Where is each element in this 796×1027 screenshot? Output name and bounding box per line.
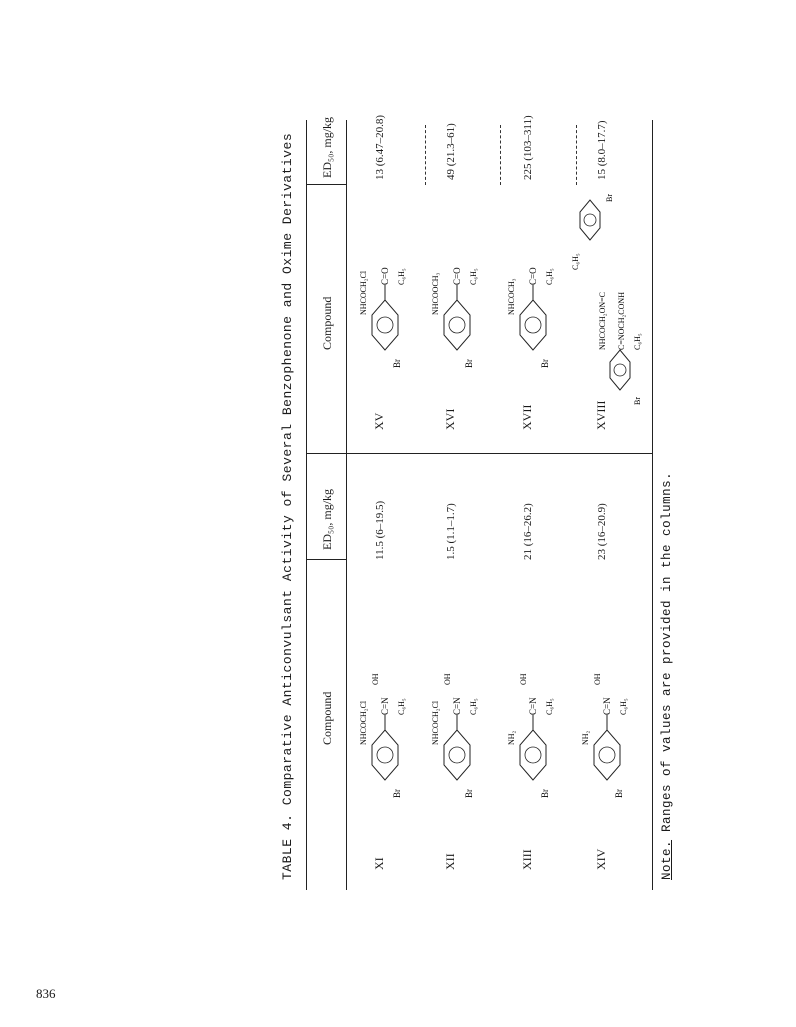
group-label: C=O [528,267,538,285]
structure-xviii [560,185,650,410]
header-compound-right: Compound [320,296,334,350]
center-divider [306,453,652,454]
row-separator [425,125,426,185]
ed50-xvii: 225 (103–311) [522,115,534,180]
group-label: C=O [380,267,390,285]
substituent-label: NHCOCH₂Cl [359,270,368,315]
ed50-xv: 13 (6.47–20.8) [374,114,386,180]
row-id-xiii: XIII [520,849,534,870]
phenyl-label: C₆H₅ [545,698,554,715]
note-text: Ranges of values are provided in the columns. [660,471,674,840]
br-label: Br [392,789,402,798]
structure-xvi [422,190,492,390]
br-label: Br [540,359,550,368]
br-label: Br [464,789,474,798]
ed50-xvi: 49 (21.3–61) [445,123,457,180]
phenyl-label: C₆H₅ [545,268,554,285]
row-id-xvii: XVII [520,404,534,430]
bottom-rule [652,120,653,890]
header-rule [346,120,347,890]
header-ed50-left: ED₅₀, mg/kg [320,488,334,550]
oh-label: OH [443,673,452,685]
group-label: C=N [452,697,462,715]
oh-label: OH [593,673,602,685]
table-note [660,472,674,880]
phenyl-label: C₆H₅ [619,698,628,715]
header-compound-left: Compound [320,691,334,745]
linker-label: NHCOCH₂ON=C [598,292,607,350]
phenyl-label: C₆H₅ [469,698,478,715]
substituent-label: NH₂ [507,730,516,745]
structure-xv [350,190,420,390]
header-ed50-right: ED₅₀, mg/kg [320,116,334,178]
br-label: Br [633,397,642,405]
linker-label: C=NOCH₂CONH [617,292,626,350]
row-id-xii: XII [443,853,457,870]
br-label: Br [392,359,402,368]
top-rule [306,120,307,890]
br-label: Br [464,359,474,368]
phenyl-label: C₆H₅ [469,268,478,285]
group-label: C=O [452,267,462,285]
table-caption: TABLE 4. Comparative Anticonvulsant Activity of Several Benzophenone and Oxime Derivatives [280,132,295,880]
row-id-xvi: XVI [443,408,457,430]
note-label: Note. [660,839,674,880]
header-divider-1 [306,559,346,560]
ed50-xii: 1.5 (1.1–1.7) [445,503,457,560]
page-number: 836 [36,986,56,1001]
group-label: C=N [528,697,538,715]
oh-label: OH [371,673,380,685]
substituent-label: NH₂ [581,730,590,745]
ed50-xi: 11.5 (6–19.5) [374,500,386,560]
header-divider-2 [306,184,346,185]
structure-xiii [498,620,568,820]
br-label: Br [605,194,614,202]
group-label: C=N [380,697,390,715]
oh-label: OH [519,673,528,685]
phenyl-label: C₆H₅ [633,333,642,350]
structure-xi [350,620,420,820]
row-id-xviii: XVIII [594,400,608,430]
br-label: Br [614,789,624,798]
structure-xvii [498,190,568,390]
row-separator [576,125,577,185]
ed50-xviii: 15 (8.0–17.7) [596,120,608,180]
substituent-label: NHCOOCH₃ [431,272,440,315]
row-separator [500,125,501,185]
phenyl-label: C₆H₅ [397,268,406,285]
ed50-xiii: 21 (16–26.2) [522,503,534,560]
substituent-label: NHCOCH₂Cl [431,700,440,745]
ed50-xiv: 23 (16–20.9) [596,503,608,560]
rotated-table [200,114,674,890]
phenyl-label: C₆H₅ [397,698,406,715]
br-label: Br [540,789,550,798]
phenyl-label: C₆H₅ [571,253,580,270]
structure-xii [422,620,492,820]
row-id-xiv: XIV [594,848,608,870]
substituent-label: NHCOCH₃ [507,278,516,315]
row-id-xi: XI [372,857,386,870]
group-label: C=N [602,697,612,715]
structure-xiv [572,620,642,820]
substituent-label: NHCOCH₂Cl [359,700,368,745]
row-id-xv: XV [372,412,386,430]
